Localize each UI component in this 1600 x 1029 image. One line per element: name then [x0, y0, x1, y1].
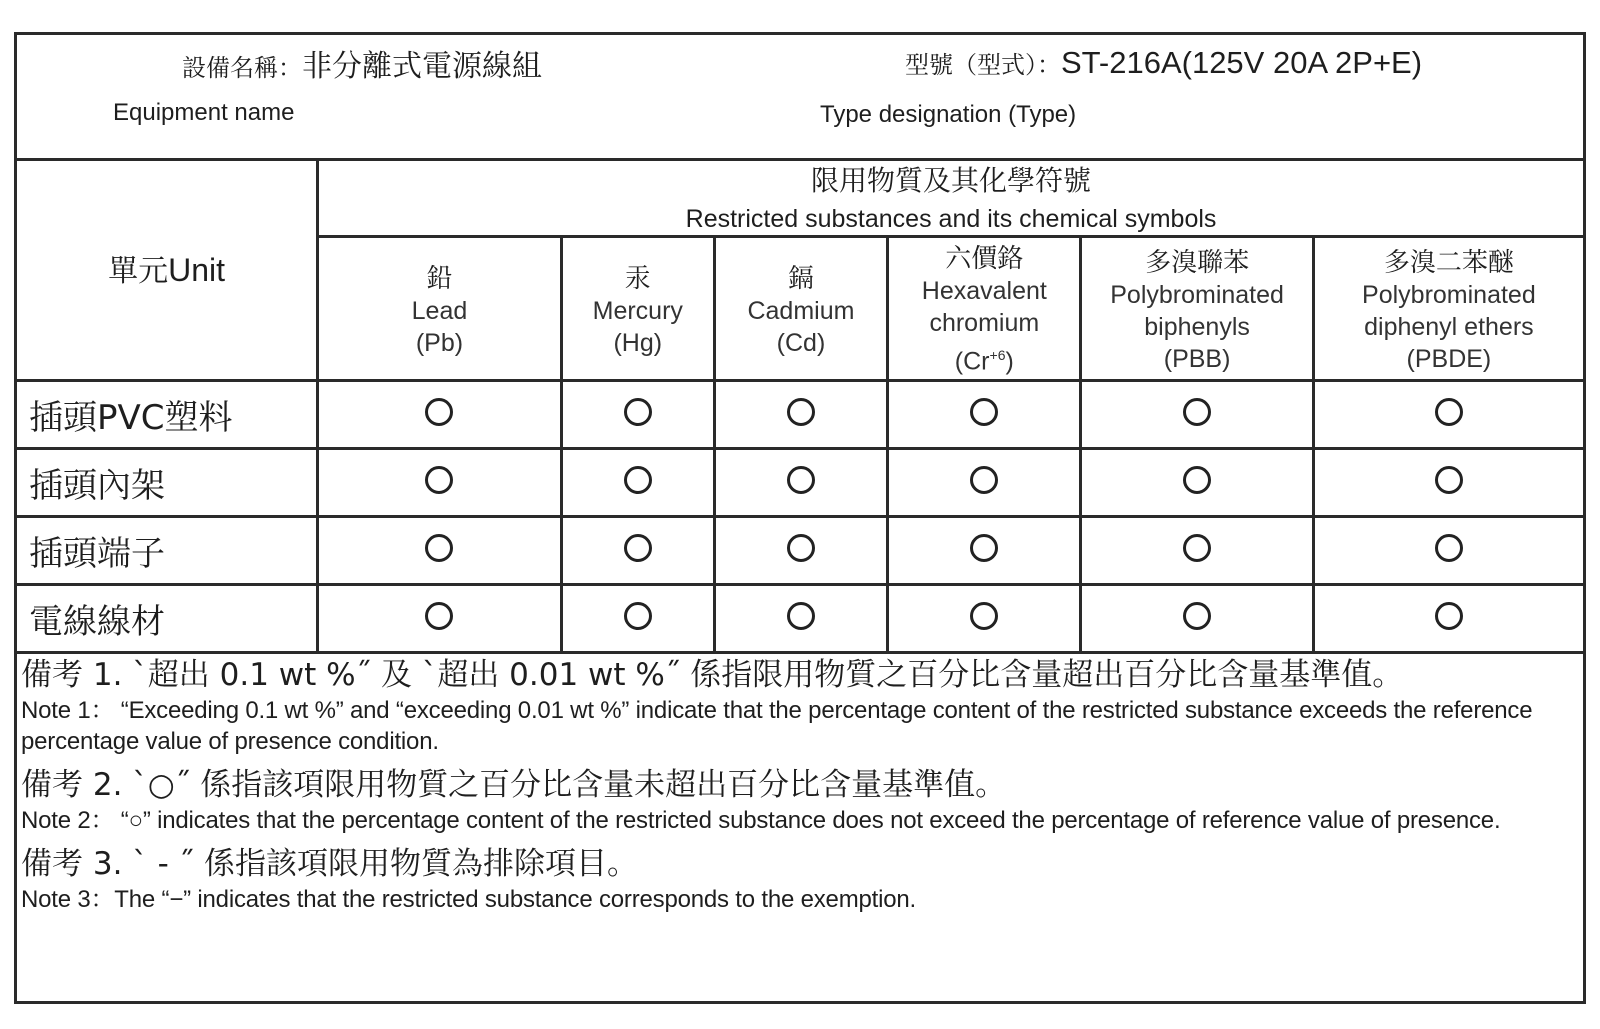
table-row: [17, 584, 1583, 652]
compliance-mark: [561, 584, 714, 652]
note-en: Note 3：The “−” indicates that the restricted substance corresponds to the exemption.: [21, 886, 917, 913]
circle-mark-icon: [787, 466, 815, 494]
substance-zh: 多溴聯苯: [1145, 247, 1250, 278]
substance-en-2: chromium: [929, 309, 1040, 338]
equipment-label-en: Equipment name: [113, 99, 295, 126]
substance-header-pbb: [1081, 236, 1313, 380]
substance-en: Polybrominated: [1362, 280, 1536, 309]
row-unit-label: 插頭PVC塑料: [17, 380, 318, 448]
equipment-name-line: [182, 41, 542, 85]
compliance-mark: [888, 448, 1081, 516]
unit-header-en: Unit: [168, 252, 225, 288]
compliance-mark: [888, 380, 1081, 448]
type-designation-line: [905, 45, 1422, 81]
substance-zh: 多溴二苯醚: [1383, 247, 1514, 278]
substance-zh: 鉛: [426, 263, 453, 294]
substance-symbol: (Hg): [613, 328, 663, 357]
circle-mark-icon: [787, 398, 815, 426]
substance-symbol: (Pb): [415, 328, 464, 357]
circle-mark-icon: [970, 534, 998, 562]
compliance-mark: [1081, 448, 1313, 516]
note-2: [21, 765, 1577, 836]
compliance-mark: [1313, 380, 1583, 448]
circle-mark-icon: [1183, 534, 1211, 562]
circle-mark-icon: [787, 534, 815, 562]
equipment-value: 非分離式電源線組: [302, 49, 542, 84]
row-unit-label: 插頭端子: [17, 516, 318, 584]
compliance-mark: [1081, 516, 1313, 584]
substance-header-lead: [318, 236, 562, 380]
compliance-mark: [714, 516, 888, 584]
compliance-mark: [1313, 516, 1583, 584]
note-3: [21, 844, 1577, 915]
compliance-mark: [561, 516, 714, 584]
compliance-mark: [888, 584, 1081, 652]
circle-mark-icon: [970, 466, 998, 494]
compliance-mark: [318, 584, 562, 652]
table-row: [17, 516, 1583, 584]
circle-mark-icon: [1435, 466, 1463, 494]
circle-mark-icon: [624, 466, 652, 494]
row-unit-label: 插頭內架: [17, 448, 318, 516]
substance-header-cadmium: [714, 236, 888, 380]
substance-zh: 汞: [624, 263, 651, 294]
circle-mark-icon: [425, 602, 453, 630]
substance-zh: 鎘: [787, 263, 814, 294]
substance-en: Mercury: [592, 296, 683, 325]
substance-en: Hexavalent: [921, 277, 1047, 306]
substance-symbol: (PBB): [1163, 344, 1231, 373]
row-unit-label: 電線線材: [17, 584, 318, 652]
circle-mark-icon: [970, 602, 998, 630]
unit-header: [17, 158, 318, 380]
circle-mark-icon: [1183, 398, 1211, 426]
document-header: [17, 35, 1583, 161]
substance-en-2: biphenyls: [1144, 312, 1250, 341]
circle-mark-icon: [1183, 602, 1211, 630]
circle-mark-icon: [787, 602, 815, 630]
note-zh: 備考 1. ˋ超出 0.1 wt %˝ 及 ˋ超出 0.01 wt %˝ 係指限用物質之百分比含量超出百分比含量基準值。: [21, 657, 1404, 693]
rohs-declaration-frame: [14, 32, 1586, 1004]
circle-mark-icon: [425, 466, 453, 494]
circle-mark-icon: [1183, 466, 1211, 494]
compliance-mark: [318, 448, 562, 516]
note-en: Note 1： “Exceeding 0.1 wt %” and “exceeding 0.01 wt %” indicate that the percentage content of the restricted substance exceeds the reference percentage value of presence condition.: [21, 697, 1533, 755]
restricted-substances-table: [17, 158, 1583, 654]
compliance-mark: [714, 380, 888, 448]
notes-section: [21, 655, 1577, 923]
circle-mark-icon: [425, 534, 453, 562]
type-label-en: Type designation (Type): [820, 101, 1077, 128]
substance-symbol: (PBDE): [1406, 344, 1492, 373]
note-zh: 備考 2. ˋ○˝ 係指該項限用物質之百分比含量未超出百分比含量基準值。: [21, 767, 1007, 803]
unit-header-zh: 單元: [108, 254, 169, 289]
substance-en: Polybrominated: [1110, 280, 1284, 309]
circle-mark-icon: [1435, 534, 1463, 562]
note-zh: 備考 3. ˋ - ˝ 係指該項限用物質為排除項目。: [21, 846, 639, 882]
compliance-mark: [1081, 584, 1313, 652]
circle-mark-icon: [425, 398, 453, 426]
substance-zh: 六價鉻: [945, 244, 1024, 275]
circle-mark-icon: [1435, 398, 1463, 426]
substance-header-mercury: [561, 236, 714, 380]
compliance-mark: [714, 584, 888, 652]
type-label-zh: 型號（型式）：: [905, 51, 1061, 79]
compliance-mark: [1313, 448, 1583, 516]
substance-header-pbde: [1313, 236, 1583, 380]
group-header-en: Restricted substances and its chemical symbols: [685, 204, 1217, 233]
substances-group-header: [318, 158, 1583, 236]
note-en: Note 2： “○” indicates that the percentage content of the restricted substance does not exceed the percentage of reference value of presence.: [21, 807, 1501, 834]
compliance-mark: [1081, 380, 1313, 448]
substance-en-2: diphenyl ethers: [1364, 312, 1534, 341]
note-1: [21, 655, 1577, 757]
circle-mark-icon: [970, 398, 998, 426]
substance-symbol: $(Cr^{+6})$: [954, 347, 1014, 376]
table-row: [17, 380, 1583, 448]
compliance-mark: [318, 380, 562, 448]
compliance-mark: [1313, 584, 1583, 652]
substance-header-hexavalent-chromium: [888, 236, 1081, 380]
circle-mark-icon: [624, 398, 652, 426]
compliance-mark: [888, 516, 1081, 584]
compliance-mark: [561, 448, 714, 516]
substance-en: Cadmium: [747, 296, 855, 325]
compliance-mark: [561, 380, 714, 448]
type-value: ST-216A(125V 20A 2P+E): [1061, 45, 1423, 80]
equipment-label-zh: 設備名稱：: [182, 54, 302, 82]
compliance-mark: [714, 448, 888, 516]
circle-mark-icon: [624, 534, 652, 562]
table-row: [17, 448, 1583, 516]
substance-symbol: (Cd): [776, 328, 826, 357]
compliance-mark: [318, 516, 562, 584]
circle-mark-icon: [1435, 602, 1463, 630]
substance-en: Lead: [411, 296, 468, 325]
circle-mark-icon: [624, 602, 652, 630]
group-header-zh: 限用物質及其化學符號: [811, 163, 1092, 197]
